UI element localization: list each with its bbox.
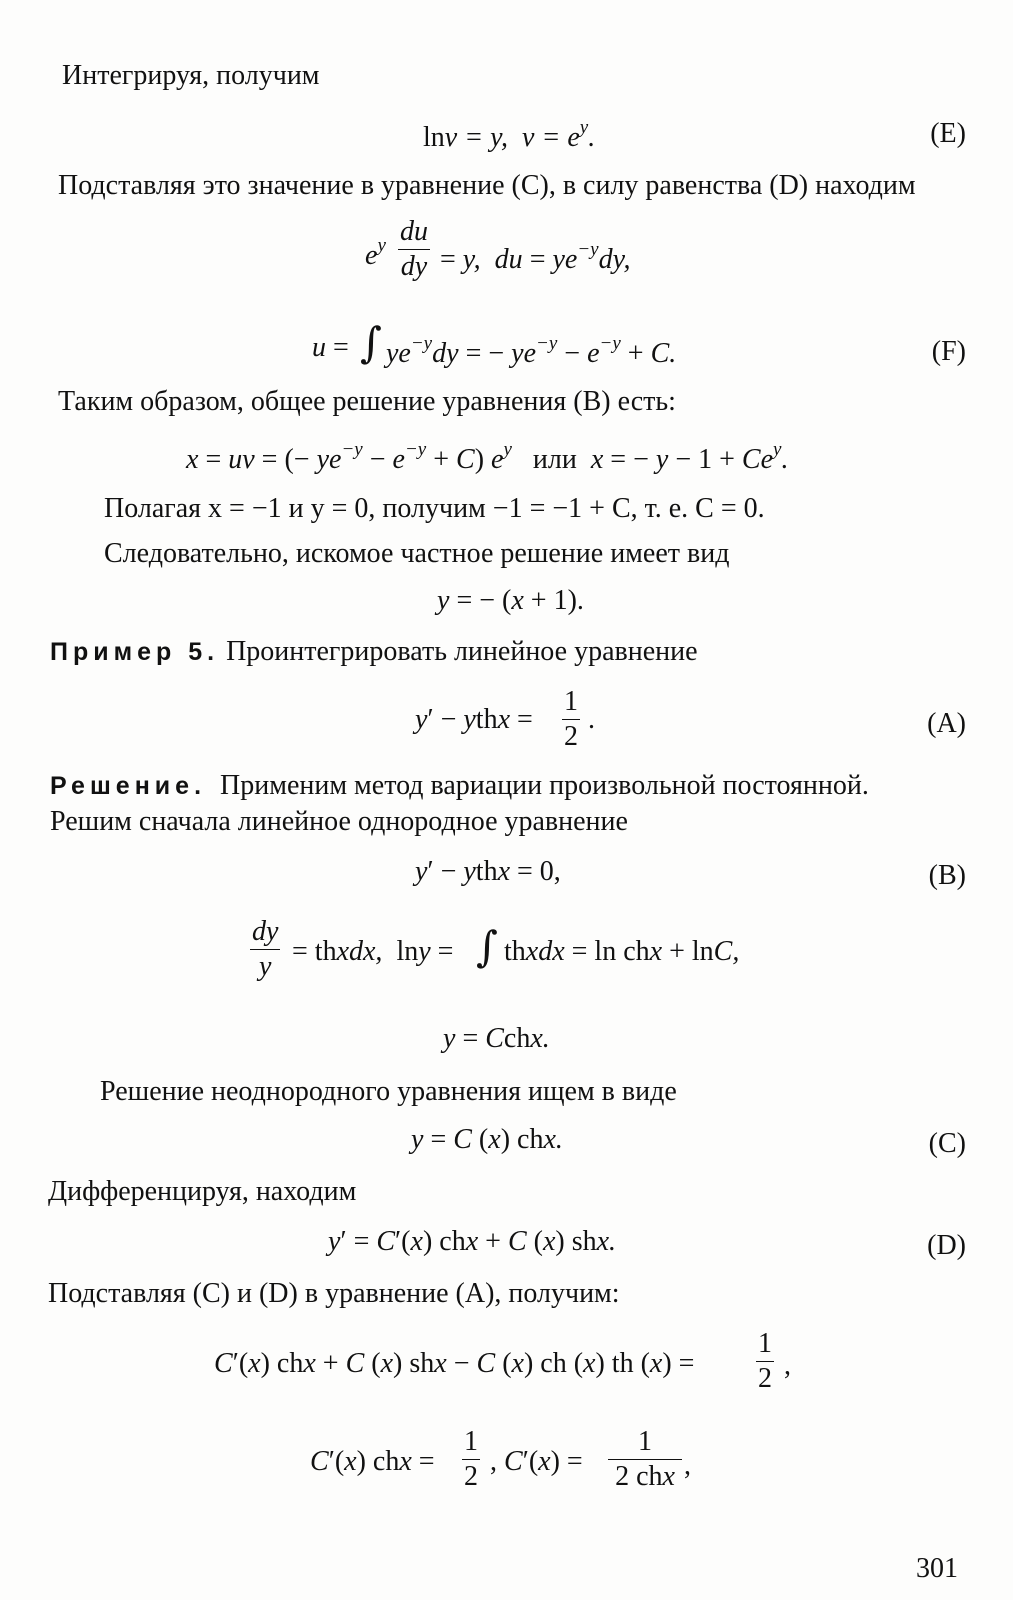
equation-ey: $e^y$ [365,235,386,271]
equation-c: y = C (x) chx. [411,1124,563,1155]
paragraph-integrating: Интегрируя, получим [62,60,320,91]
equation-label-a: (A) [927,708,966,739]
equation-d: y′ = C′(x) chx + C (x) shx. [328,1226,617,1257]
paragraph-particular: Следовательно, искомое частное решение имеет вид [104,538,730,569]
equation-label-b: (B) [928,860,966,891]
equation-a: y′ − ythx = [415,704,533,735]
solution-line-2: Решим сначала линейное однородное уравнение [50,806,628,837]
example-5-text: Проинтегрировать линейное уравнение [226,636,698,667]
fraction-one-half-a: $\frac{1}{2}$ [564,686,578,752]
equation-a-period: . [588,704,595,735]
fraction-one-2chx: 1 2 chx [610,1426,680,1492]
equation-label-f: (F) [931,336,966,367]
integral-sign: ∫ [360,318,382,367]
equation-general: x = uv = (− $ye^{-y} - e^{-y} + C$) $e^y$ или x = − $y - 1 + Ce^y$. [186,439,789,475]
fraction-du-dy: $\frac{du}{dy}$ [400,216,428,282]
integral-sign-2: ∫ [476,922,498,971]
equation-comma-1: , [784,1350,791,1381]
fraction-one-half-c: $\frac{1}{2}$ [464,1426,478,1492]
paragraph-substitution-values: Полагая x = −1 и y = 0, получим −1 = −1 + C, т. е. C = 0. [104,493,765,524]
solution-line-1 [50,772,869,800]
paragraph-nonhomogeneous: Решение неоднородного уравнения ищем в виде [100,1076,677,1107]
fraction-dy-y: $\frac{dy}{y}$ [252,916,279,982]
paragraph-substituting: Подставляя это значение в уравнение (С), в силу равенства (D) находим [58,170,916,201]
page-number: 301 [916,1553,958,1584]
equation-substituted: C′(x) chx + C (x) shx − C (x) ch (x) th (x) = [214,1348,695,1379]
fraction-one-half-b: $\frac{1}{2}$ [758,1328,772,1394]
equation-du: = y, du = $ye^{-y}dy$, [440,239,631,275]
equation-ln: thxdx = ln chx + lnC, [504,936,740,967]
example-5 [50,638,698,666]
equation-final-2: , C′(x) = [490,1446,583,1477]
equation-separation: = thxdx, lny = [292,936,454,967]
equation-homogeneous-solution: y = Cchx. [443,1023,550,1054]
solution-label: Решение. [50,772,207,800]
solution-text: Применим метод вариации произвольной постоянной. [220,770,869,801]
paragraph-general-solution: Таким образом, общее решение уравнения (В) есть: [58,386,676,417]
example-5-label: Пример 5. [50,638,220,666]
equation-f: $ye^{-y}dy$ = − $ye^{-y} - e^{-y} + C$. [386,333,677,369]
paragraph-differentiating: Дифференцируя, находим [48,1176,357,1207]
equation-particular: y = − (x + 1). [437,585,584,616]
equation-e: lnv = y, $v = e^y$. [423,117,596,153]
equation-comma-2: , [684,1450,691,1481]
equation-final-1: C′(x) chx = [310,1446,435,1477]
equation-u-label: u = [312,332,349,363]
equation-label-c: (C) [928,1128,966,1159]
equation-label-e: (E) [930,118,966,149]
paragraph-substituting-cd: Подставляя (С) и (D) в уравнение (А), получим: [48,1278,620,1309]
equation-b: y′ − ythx = 0, [415,856,561,887]
equation-label-d: (D) [927,1230,966,1261]
